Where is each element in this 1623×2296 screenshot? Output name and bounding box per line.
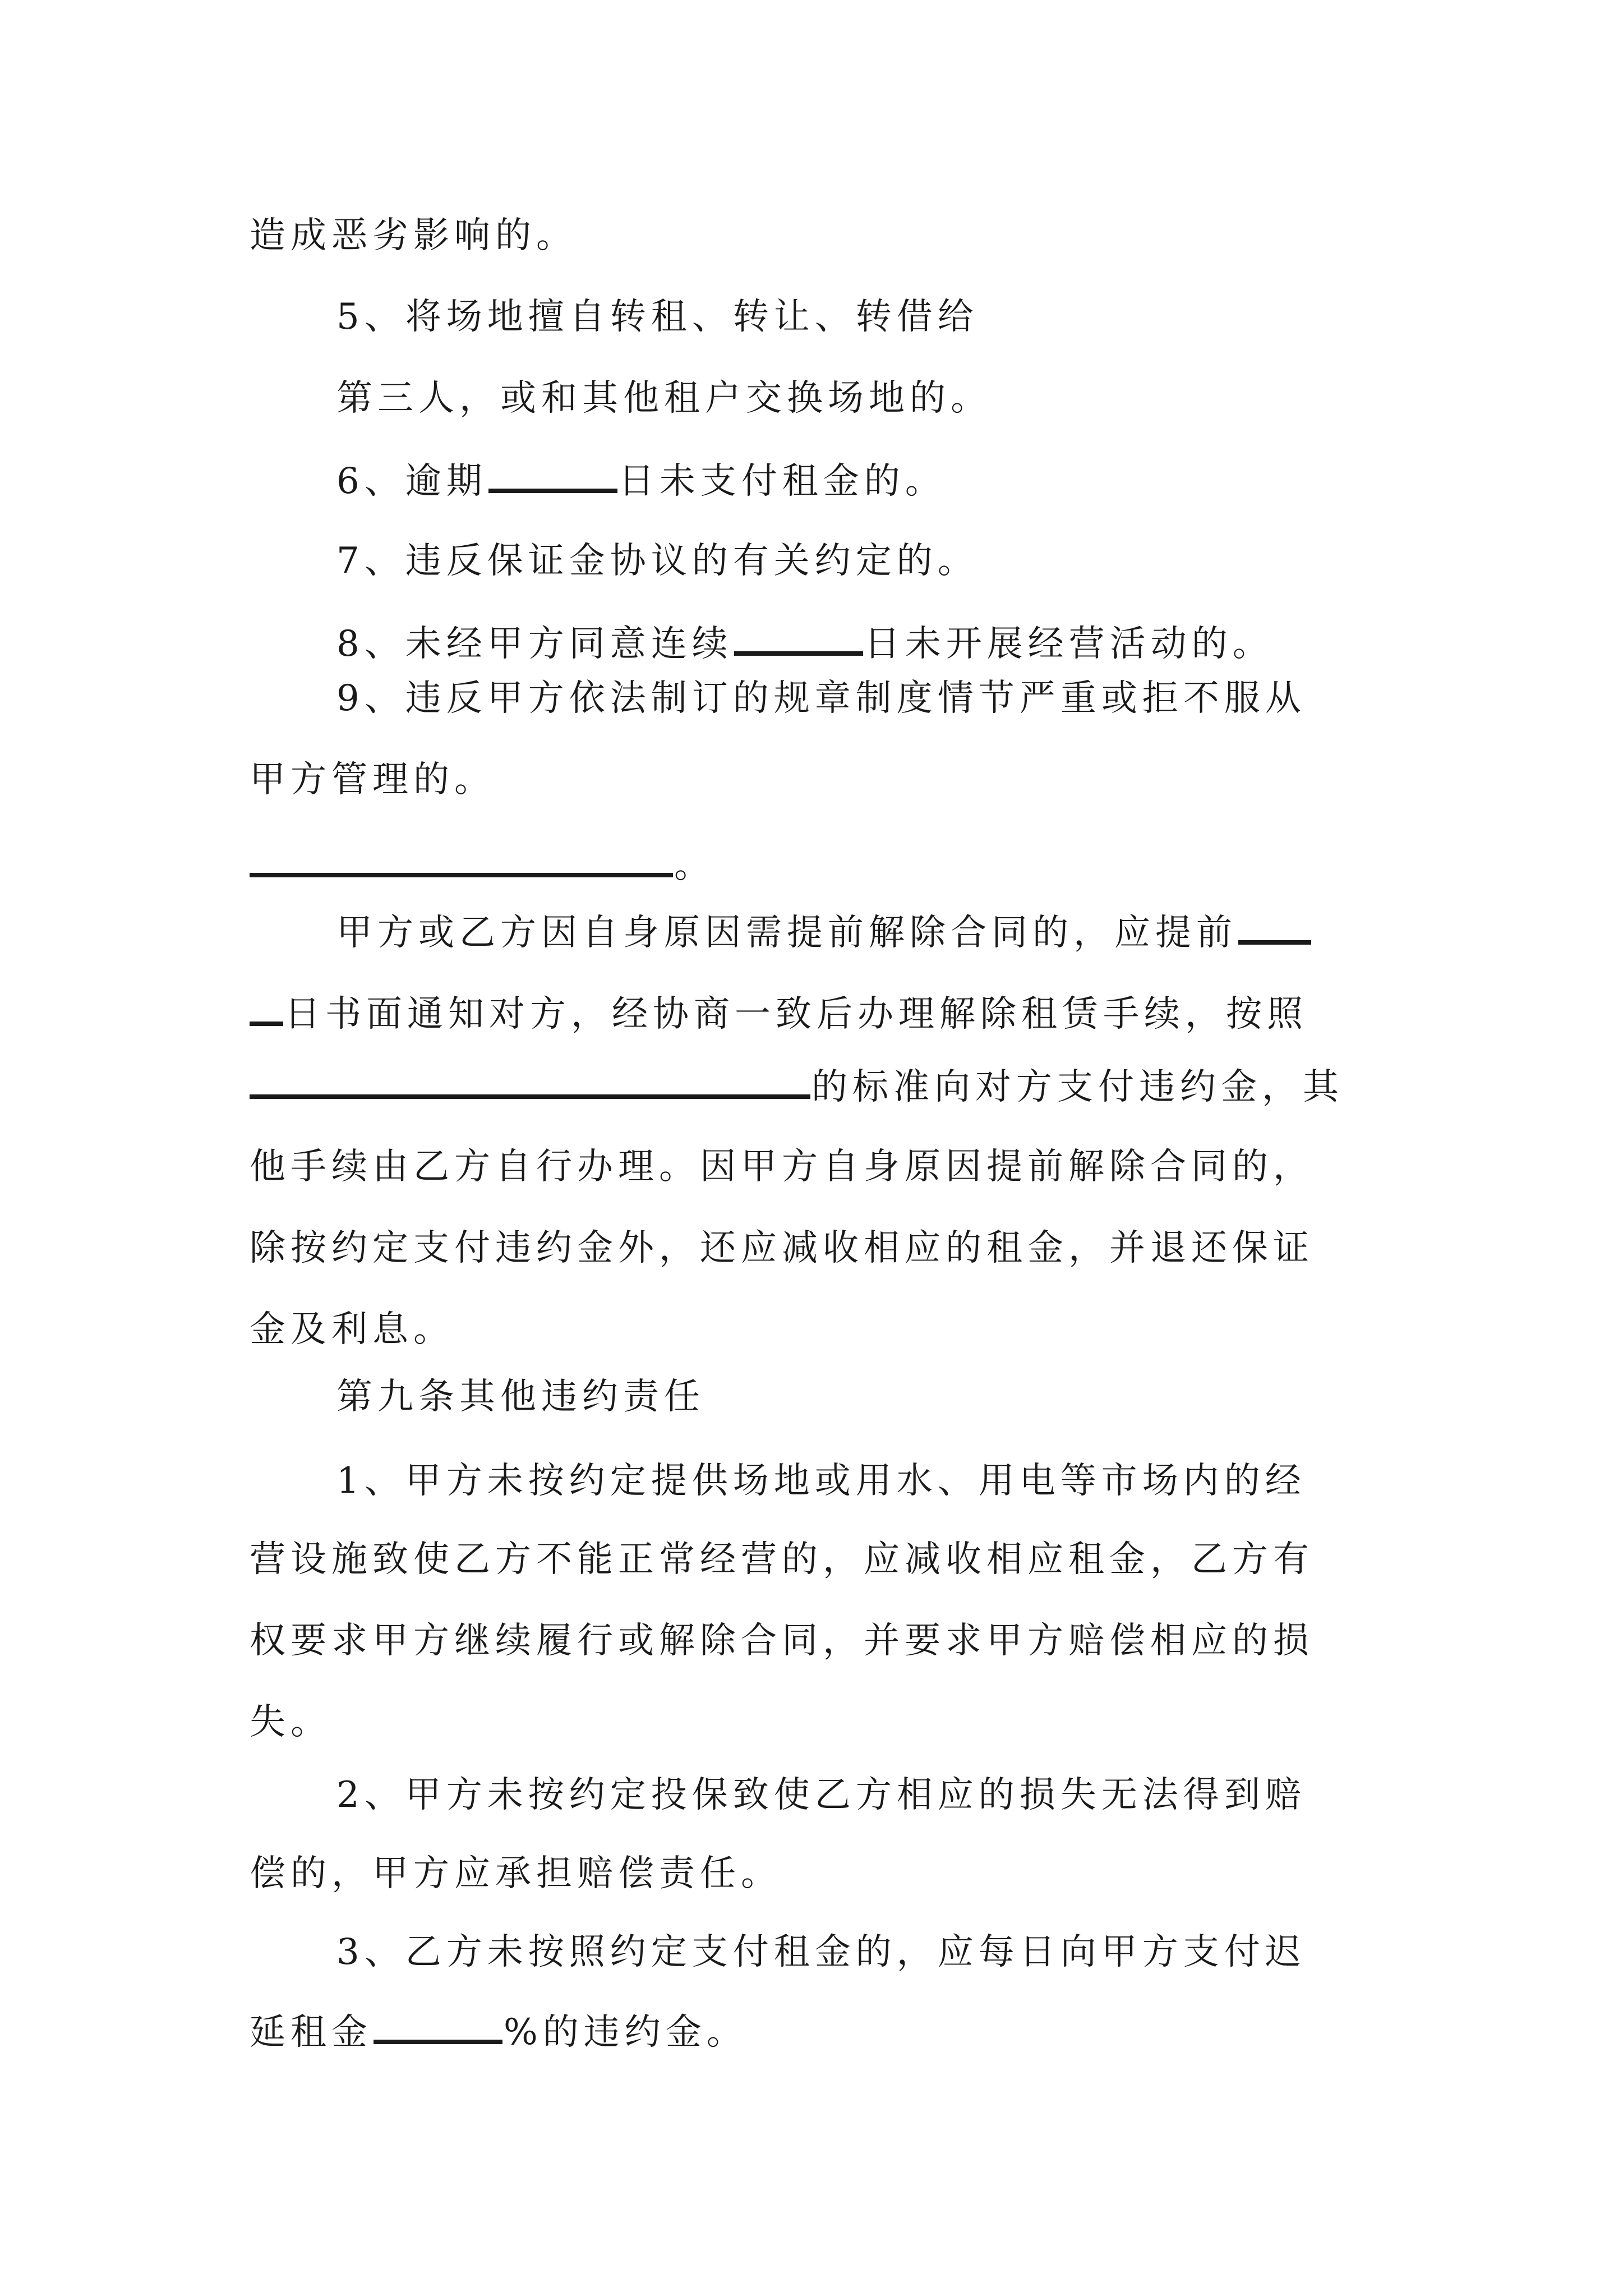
line-text: 他手续由乙方自行办理。因甲方自身原因提前解除合同的， <box>250 1146 1314 1188</box>
line-text: 除按约定支付违约金外，还应减收相应的租金，并退还保证 <box>250 1227 1314 1269</box>
line-text: 6、逾期 <box>336 461 487 502</box>
line-text: 第九条其他违约责任 <box>336 1376 705 1418</box>
line-text: 权要求甲方继续履行或解除合同，并要求甲方赔偿相应的损 <box>250 1620 1314 1662</box>
text-line <box>336 1773 1306 1818</box>
text-line <box>250 1307 454 1352</box>
fill-in-blank <box>250 990 283 1026</box>
line-text: 金及利息。 <box>250 1309 454 1350</box>
line-text: 日未支付租金的。 <box>618 461 946 502</box>
text-line <box>250 1063 1344 1110</box>
line-text: 3、乙方未按照约定支付租金的，应每日向甲方支付迟 <box>336 1931 1306 1973</box>
text-line <box>250 213 577 258</box>
line-text: 日书面通知对方，经协商一致后办理解除租赁手续，按照 <box>284 993 1308 1035</box>
text-line <box>250 990 1308 1037</box>
line-text: 甲方或乙方因自身原因需提前解除合同的，应提前 <box>336 912 1237 954</box>
line-text: 造成恶劣影响的。 <box>250 215 577 256</box>
text-line <box>250 2008 748 2055</box>
line-text: 偿的，甲方应承担赔偿责任。 <box>250 1853 782 1894</box>
text-line <box>250 1226 1314 1271</box>
line-text: 9、违反甲方依法制订的规章制度情节严重或拒不服从 <box>336 678 1306 719</box>
line-text: 日未开展经营活动的。 <box>864 623 1274 665</box>
text-line <box>336 909 1312 955</box>
line-text: 1、甲方未按约定提供场地或用水、用电等市场内的经 <box>336 1460 1306 1502</box>
line-text: 8、未经甲方同意连续 <box>336 623 733 665</box>
line-text: %的违约金。 <box>504 2012 748 2053</box>
fill-in-blank <box>488 457 617 493</box>
text-line <box>250 1618 1314 1663</box>
fill-in-blank <box>250 841 673 877</box>
text-line <box>250 1537 1314 1582</box>
text-line <box>250 1700 331 1745</box>
line-text: 2、甲方未按约定投保致使乙方相应的损失无法得到赔 <box>336 1774 1306 1816</box>
line-text: 第三人，或和其他租户交换场地的。 <box>336 378 992 419</box>
text-line <box>336 295 979 339</box>
fill-in-blank <box>374 2008 502 2044</box>
line-text: 营设施致使乙方不能正常经营的，应减收相应租金，乙方有 <box>250 1539 1314 1580</box>
text-line <box>336 376 992 421</box>
line-text: 甲方管理的。 <box>250 759 495 800</box>
text-line <box>250 1851 782 1896</box>
text-line <box>336 676 1306 721</box>
line-text: 延租金 <box>250 2012 372 2053</box>
section-heading <box>336 1374 705 1419</box>
text-line <box>336 1930 1306 1975</box>
text-line <box>336 1458 1306 1503</box>
line-text: 的标准向对方支付违约金，其 <box>811 1066 1344 1108</box>
text-line <box>250 757 495 802</box>
fill-in-blank <box>1238 909 1311 945</box>
line-text: 5、将场地擅自转租、转让、转借给 <box>336 296 979 338</box>
text-line <box>336 539 979 583</box>
text-line <box>336 620 1274 666</box>
line-text: 失。 <box>250 1701 331 1743</box>
text-line <box>250 1144 1314 1189</box>
fill-in-blank <box>734 620 863 656</box>
line-text: 。 <box>674 845 715 886</box>
line-text: 7、违反保证金协议的有关约定的。 <box>336 540 979 582</box>
fill-in-blank <box>250 1063 810 1099</box>
text-line <box>336 457 946 504</box>
text-line <box>250 841 715 888</box>
